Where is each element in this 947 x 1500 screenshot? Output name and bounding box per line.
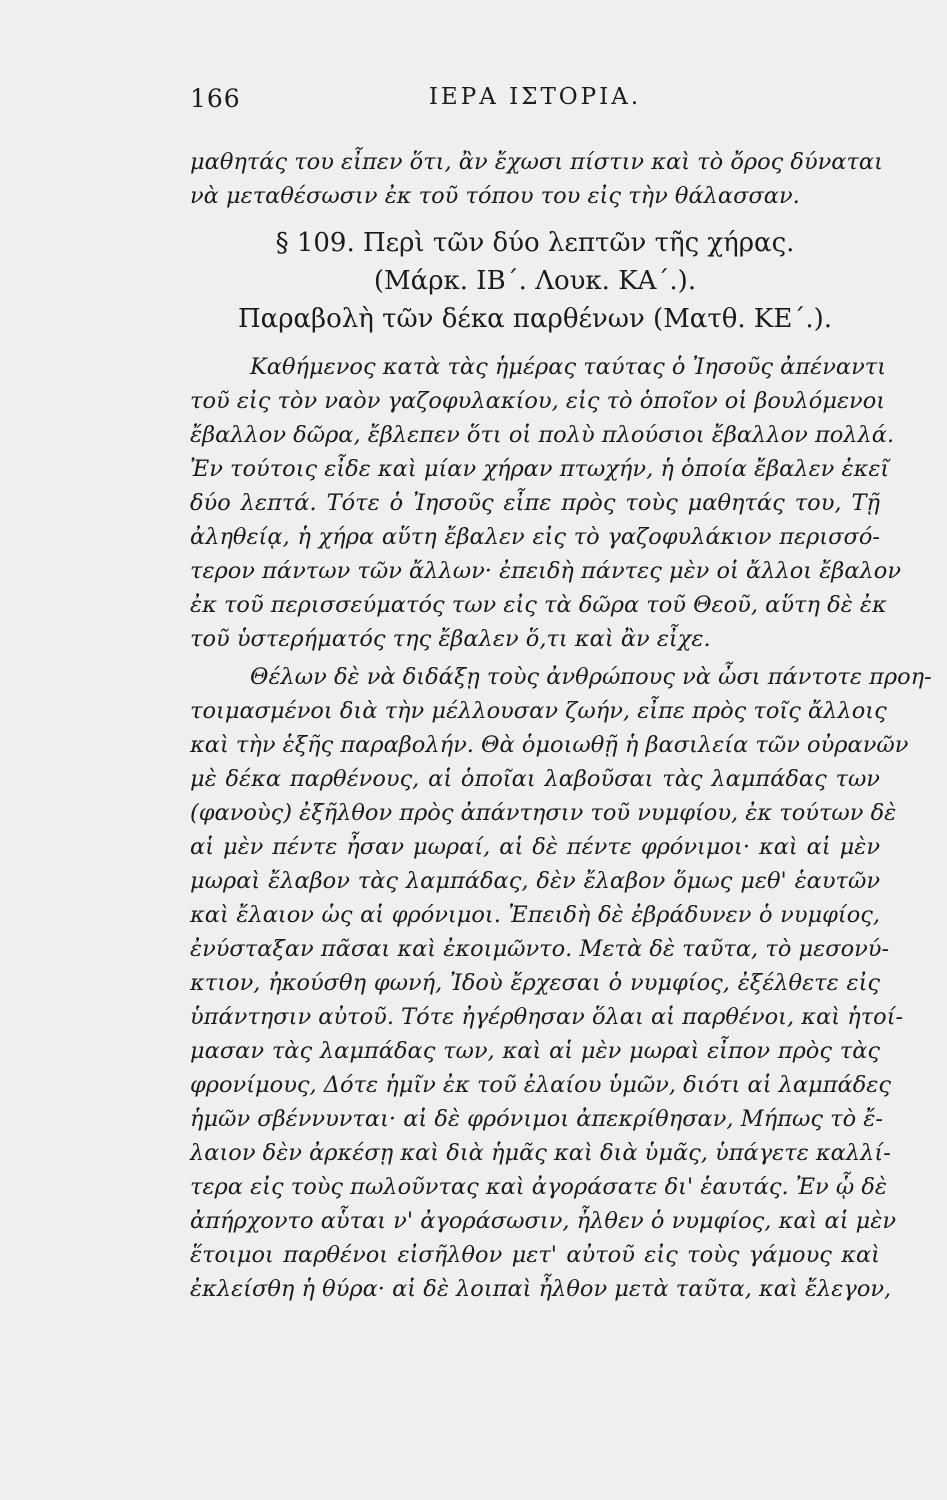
text-line: δύο λεπτά. Τότε ὁ Ἰησοῦς εἶπε πρὸς τοὺς μαθητάς του, Τῇ bbox=[190, 490, 880, 516]
text-line: ἕτοιμοι παρθένοι εἰσῆλθον μετ' αὐτοῦ εἰς τοὺς γάμους καὶ bbox=[190, 1242, 880, 1268]
text-line: Θέλων δὲ νὰ διδάξῃ τοὺς ἀνθρώπους νὰ ὦσι πάντοτε προη- bbox=[250, 664, 932, 690]
text-line: μασαν τὰς λαμπάδας των, καὶ αἱ μὲν μωραὶ εἶπον πρὸς τὰς bbox=[190, 1038, 880, 1064]
intro-text bbox=[190, 145, 883, 213]
text-line: τοιμασμένοι διὰ τὴν μέλλουσαν ζωήν, εἶπε πρὸς τοῖς ἄλλοις bbox=[190, 698, 887, 724]
paragraph-ten-virgins bbox=[190, 660, 932, 1306]
text-line: τοῦ εἰς τὸν ναὸν γαζοφυλακίου, εἰς τὸ ὁποῖον οἱ βουλόμενοι bbox=[190, 388, 886, 414]
text-line: Ἐν τούτοις εἶδε καὶ μίαν χήραν πτωχήν, ἡ ὁποία ἔβαλεν ἐκεῖ bbox=[190, 456, 890, 482]
text-line: (φανοὺς) ἐξῆλθον πρὸς ἀπάντησιν τοῦ νυμφίου, ἐκ τούτων δὲ bbox=[190, 800, 897, 826]
text-line: ἔβαλλον δῶρα, ἔβλεπεν ὅτι οἱ πολὺ πλούσιοι ἔβαλλον πολλά. bbox=[190, 422, 895, 448]
text-line: τοῦ ὑστερήματός της ἔβαλεν ὅ,τι καὶ ἂν εἶχε. bbox=[190, 626, 711, 652]
text-line: νὰ μεταθέσωσιν ἐκ τοῦ τόπου του εἰς τὴν θάλασσαν. bbox=[190, 183, 800, 209]
text-line: τερα εἰς τοὺς πωλοῦντας καὶ ἀγοράσατε δι' ἑαυτάς. Ἐν ᾧ δὲ bbox=[190, 1174, 887, 1200]
text-line: τερον πάντων τῶν ἄλλων· ἐπειδὴ πάντες μὲν οἱ ἄλλοι ἔβαλον bbox=[190, 558, 901, 584]
text-line: αἱ μὲν πέντε ἦσαν μωραί, αἱ δὲ πέντε φρόνιμοι· καὶ αἱ μὲν bbox=[190, 834, 880, 860]
text-line: κτιον, ἠκούσθη φωνή, Ἰδοὺ ἔρχεσαι ὁ νυμφίος, ἐξέλθετε εἰς bbox=[190, 970, 880, 996]
paragraph-widows-mites bbox=[190, 350, 901, 656]
section-heading bbox=[190, 224, 880, 338]
section-title: § 109. Περὶ τῶν δύο λεπτῶν τῆς χήρας. bbox=[275, 228, 795, 258]
text-line: ὑπάντησιν αὐτοῦ. Τότε ἠγέρθησαν ὅλαι αἱ παρθένοι, καὶ ἡτοί- bbox=[190, 1004, 904, 1030]
text-line: Καθήμενος κατὰ τὰς ἡμέρας ταύτας ὁ Ἰησοῦς ἀπέναντι bbox=[250, 354, 887, 380]
text-line: ἀληθείᾳ, ἡ χήρα αὕτη ἔβαλεν εἰς τὸ γαζοφυλάκιον περισσό- bbox=[190, 524, 880, 550]
text-line: ἡμῶν σβέννυνται· αἱ δὲ φρόνιμοι ἀπεκρίθησαν, Μήπως τὸ ἔ- bbox=[190, 1106, 883, 1132]
text-line: φρονίμους, Δότε ἡμῖν ἐκ τοῦ ἐλαίου ὑμῶν, διότι αἱ λαμπάδες bbox=[190, 1072, 891, 1098]
text-line: μωραὶ ἔλαβον τὰς λαμπάδας, δὲν ἔλαβον ὅμως μεθ' ἑαυτῶν bbox=[190, 868, 880, 894]
text-line: ἐκλείσθη ἡ θύρα· αἱ δὲ λοιπαὶ ἦλθον μετὰ ταῦτα, καὶ ἔλεγον, bbox=[190, 1276, 892, 1302]
section-subtitle: Παραβολὴ τῶν δέκα παρθένων (Ματθ. ΚΕ΄.). bbox=[237, 304, 833, 334]
text-line: μαθητάς του εἶπεν ὅτι, ἂν ἔχωσι πίστιν καὶ τὸ ὄρος δύναται bbox=[190, 149, 883, 175]
text-line: καὶ τὴν ἑξῆς παραβολήν. Θὰ ὁμοιωθῇ ἡ βασιλεία τῶν οὐρανῶν bbox=[190, 732, 909, 758]
text-line: ἀπήρχοντο αὗται ν' ἀγοράσωσιν, ἦλθεν ὁ νυμφίος, καὶ αἱ μὲν bbox=[190, 1208, 897, 1234]
running-title: ΙΕΡΑ ΙΣΤΟΡΙΑ. bbox=[428, 84, 642, 110]
text-line: ἐκ τοῦ περισσεύματός των εἰς τὰ δῶρα τοῦ Θεοῦ, αὕτη δὲ ἐκ bbox=[190, 592, 887, 618]
text-line: καὶ ἔλαιον ὡς αἱ φρόνιμοι. Ἐπειδὴ δὲ ἐβράδυνεν ὁ νυμφίος, bbox=[190, 902, 880, 928]
text-line: λαιον δὲν ἀρκέσῃ καὶ διὰ ἡμᾶς καὶ διὰ ὑμᾶς, ὑπάγετε καλλί- bbox=[190, 1140, 891, 1166]
text-line: μὲ δέκα παρθένους, αἱ ὁποῖαι λαβοῦσαι τὰς λαμπάδας των bbox=[190, 766, 880, 792]
section-references: (Μάρκ. ΙΒ΄. Λουκ. ΚΑ΄.). bbox=[373, 266, 697, 296]
page-number: 166 bbox=[190, 84, 241, 113]
page-header bbox=[190, 84, 880, 124]
text-line: ἐνύσταξαν πᾶσαι καὶ ἐκοιμῶντο. Μετὰ δὲ ταῦτα, τὸ μεσονύ- bbox=[190, 936, 890, 962]
